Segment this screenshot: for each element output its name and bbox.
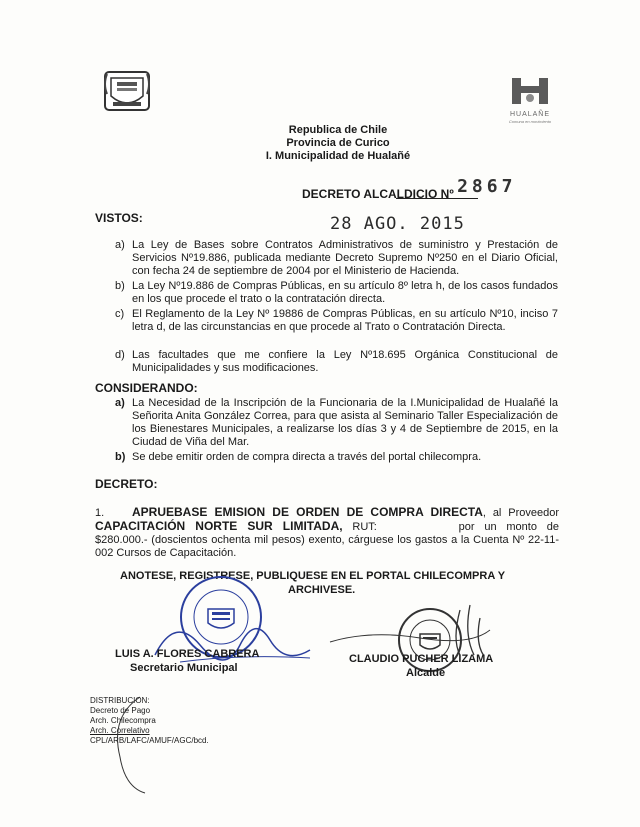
considerando-item-b [115,451,558,464]
item-label: d) [115,349,125,361]
closing-line-2: ARCHIVESE. [288,584,356,596]
distribution-scribble-icon [100,692,160,796]
signature-left-title: Secretario Municipal [130,662,238,674]
decreto-item-number: 1. [95,507,105,519]
decreto-rest: por un monto de $280.000.- (doscientos ochenta mil pesos) exento, cárguese los gastos a la Cuenta Nº 22-11-002 Cursos de Capacitación. [95,521,559,559]
decree-number: 2867 [457,176,517,197]
considerando-heading: CONSIDERANDO: [95,381,198,395]
signature-right-title: Alcalde [406,667,446,679]
municipal-crest-icon [103,68,151,114]
distribution-line: CPL/ARB/LAFC/AMUF/AGC/bcd. [90,736,209,745]
hualane-h-logo-icon [506,76,554,106]
item-label: b) [115,280,125,292]
decreto-heading: DECRETO: [95,477,158,491]
logo-tagline: Comuna en movimiento [508,119,552,124]
item-label: a) [115,239,125,251]
signature-right-name: CLAUDIO PUCHER LIZAMA [349,653,494,665]
header-municipality: I. Municipalidad de Hualañé [265,150,411,162]
vistos-heading: VISTOS: [95,211,143,225]
item-text: Se debe emitir orden de compra directa a través del portal chilecompra. [132,451,482,463]
header-province: Provincia de Curico [286,137,390,149]
decree-title-label: DECRETO ALCALDICIO Nº [302,187,454,201]
decreto-mid1: , al Proveedor [482,507,559,519]
logo-text: HUALAÑE [509,111,551,118]
item-text: La Necesidad de la Inscripción de la Funcionaria de la I.Municipalidad de Hualañé la Señorita Anita González Correa, para que asista al Seminario Taller Especialización de los Bienestares Municipales, a realizarse los días 3 y 4 de Septiembre de 2015, en la Ciudad de Viña del Mar. [132,397,558,448]
item-text: La Ley de Bases sobre Contratos Administrativos de suministro y Prestación de Servicios Nº19.886, publicada mediante Decreto Supremo Nº250 en el Diario Oficial, con fecha 24 de septiembre de 2004 por el Ministerio de Hacienda. [132,239,558,277]
vistos-item-c [115,308,558,334]
vistos-item-d [115,349,558,375]
decree-title [302,176,517,203]
distribution-line: Decreto de Pago [90,706,151,715]
decreto-provider: CAPACITACIÓN NORTE SUR LIMITADA, [95,519,343,533]
item-label: a) [115,397,125,409]
item-text: Las facultades que me confiere la Ley Nº18.695 Orgánica Constitucional de Municipalidades y sus modificaciones. [132,349,558,374]
decree-date-stamp: 28 AGO. 2015 [330,214,465,234]
hualane-logo [500,76,560,125]
item-label: b) [115,451,126,463]
item-text: La Ley Nº19.886 de Compras Públicas, en su artículo 8º letra h, de los casos fundados en los que procede el trato o la contratación directa. [132,280,558,305]
distribution-line: Arch. Correlativo [90,726,150,735]
signature-left-name: LUIS A. FLORES CABRERA [115,648,260,660]
item-text: El Reglamento de la Ley Nº 19886 de Compras Públicas, en su artículo Nº10, inciso 7 letra d, de las circunstancias en que procede al Trato o Contratación Directa. [132,308,558,333]
decree-title-underline [396,198,478,199]
vistos-item-a [115,239,558,278]
vistos-item-b [115,280,558,306]
item-label: c) [115,308,125,320]
distribution-heading: DISTRIBUCION: [90,696,150,705]
header-country: Republica de Chile [288,124,388,136]
closing-line-1: ANOTESE, REGISTRESE, PUBLIQUESE EN EL PORTAL CHILECOMPRA Y [120,570,506,582]
distribution-line: Arch. Chilecompra [90,716,156,725]
decreto-rut-label: RUT: [342,521,387,533]
considerando-item-a [115,397,558,449]
decreto-approve-text: APRUEBASE EMISION DE ORDEN DE COMPRA DIRECTA [132,505,483,519]
decreto-item-1 [95,506,559,560]
